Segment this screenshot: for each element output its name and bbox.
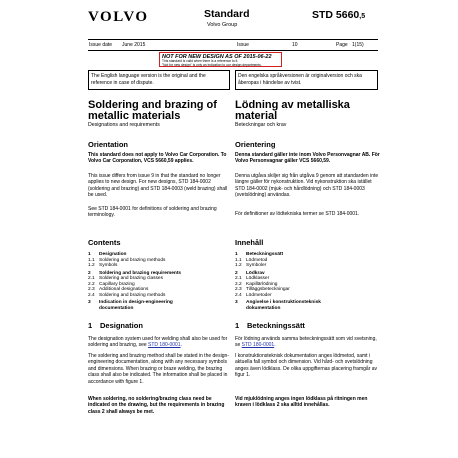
toc-entry-number: 2.1	[235, 276, 242, 281]
swedish-title: Lödning av metalliska material	[235, 99, 350, 122]
toc-entry-number: 1.2	[88, 263, 95, 268]
toc-entry-number: 1.1	[235, 257, 242, 263]
swedish-contents-heading: Innehåll	[235, 238, 264, 247]
toc-entry-number: 2.4	[88, 292, 95, 298]
toc-entry	[88, 306, 233, 312]
english-contents-heading: Contents	[88, 238, 121, 247]
toc-entry-label: Lödkrav	[246, 270, 265, 276]
notice-title: NOT FOR NEW DESIGN AS OF 2015-06-22	[162, 54, 272, 60]
toc-entry-label: Capillary brazing	[99, 281, 135, 287]
toc-entry-number: 2	[88, 270, 91, 276]
toc-entry	[88, 293, 233, 299]
toc-entry-number: 1	[88, 252, 91, 257]
toc-entry-label: Symboler	[246, 263, 267, 268]
toc-entry-number: 1.1	[88, 257, 95, 263]
swedish-section-1-p2: I konstruktionsteknisk dokumentation anges lödmetod, samt i aktuella fall symbol och dimension. Vid hård- och svetslödning anges även lödklass. De olika uppgifternas placering framgår av figur 1.	[235, 353, 378, 379]
issue-label: Issue	[237, 42, 249, 48]
swedish-subtitle: Beteckningar och krav	[235, 122, 287, 128]
english-section-1-bold: When soldering, no soldering/brazing class need be indicated on the drawing, but the requirements in brazing class 2 shall always be met.	[88, 396, 225, 415]
toc-entry-number: 1	[235, 252, 238, 257]
swedish-s1-p1-text: För lödning används samma beteckningssätt som vid svetsning, se	[235, 336, 377, 349]
standard-number	[312, 9, 365, 21]
issue-date-label: Issue date	[89, 42, 113, 48]
page-value: 1(15)	[352, 42, 364, 48]
page-label: Page	[336, 42, 348, 48]
english-section-1-title: Designation	[100, 321, 143, 330]
toc-entry	[235, 263, 380, 269]
language-note-en: The English language version is the original and the reference in case of dispute.	[88, 70, 230, 90]
english-section-1-p1	[88, 336, 233, 349]
toc-entry-number: 2.3	[88, 287, 95, 292]
english-column	[88, 100, 233, 128]
swedish-section-1-p1	[235, 336, 380, 349]
toc-entry-label: Lödmetoder	[246, 292, 272, 298]
toc-entry-label: Indication in design-engineering	[99, 300, 173, 305]
toc-entry-label: Soldering and brazing methods	[99, 292, 166, 298]
english-orientation-heading: Orientation	[88, 140, 129, 149]
english-section-1-heading	[88, 321, 233, 330]
swedish-section-1-title: Beteckningssätt	[247, 321, 305, 330]
toc-entry-number: 1.2	[235, 263, 242, 268]
issue-date-value: June 2015	[122, 42, 146, 48]
toc-entry-label: Additional designations	[99, 287, 149, 292]
english-std-180-0001-link[interactable]: STD 180-0001	[148, 342, 181, 349]
header-divider-lower	[88, 50, 378, 51]
english-orientation-p1: This issue differs from issue 9 in that the standard no longer applies to new design. For new designs, STD 184-0002 (soldering and brazing) and STD 184-0003 (weld brazing) shall be used.	[88, 173, 228, 199]
toc-entry	[88, 263, 233, 269]
swedish-column	[235, 100, 380, 128]
swedish-orientation-p2: För definitioner av lödtekniska termer se STD 184-0001.	[235, 211, 360, 217]
doc-group: Volvo Group	[207, 22, 238, 28]
toc-entry-label: dokumentation	[246, 305, 281, 311]
english-s1-p1-end: .	[180, 342, 182, 349]
toc-entry-label: Soldering and brazing requirements	[99, 270, 182, 276]
toc-entry-label: Tilläggsbeteckningar	[246, 287, 290, 292]
volvo-logo: VOLVO	[88, 9, 149, 25]
toc-entry-label: Designation	[99, 252, 127, 257]
swedish-orientation-bold: Denna standard gäller inte inom Volvo Personvagnar AB. För Volvo Personvagnar gäller VCS 5660,59.	[235, 152, 380, 165]
notice-line-1: This standard is valid when there is a reference to it.	[162, 59, 239, 63]
english-subtitle: Designations and requirements	[88, 122, 160, 128]
toc-entry-label: Soldering and brazing methods	[99, 257, 166, 263]
swedish-orientation-p1: Denna utgåva skiljer sig från utgåva 9 genom att standarden inte längre gäller för nykonstruktion. Vid nykonstruktion ska istället STD 184-0002 (mjuk- och hårdlödning) och STD 184-0003 (svetslödning) användas.	[235, 173, 379, 199]
toc-entry-label: Angivelse i konstruktionsteknisk	[246, 300, 321, 305]
toc-entry-label: documentation	[99, 305, 134, 311]
english-orientation-bold: This standard does not apply to Volvo Car Corporation. To Volvo Car Corporation, VCS 5660,59 applies.	[88, 152, 227, 165]
swedish-toc	[235, 252, 380, 311]
toc-entry-number: 3	[88, 300, 91, 305]
swedish-orientation-heading: Orientering	[235, 140, 276, 149]
toc-entry-label: Symbols	[99, 263, 118, 268]
toc-entry-label: Lödklasser	[246, 276, 270, 281]
english-section-1-p2: The soldering and brazing method shall be stated in the design-engineering documentation, along with any necessary symbols and dimensions. When brazing or braze welding, the brazing class shall also be indicated. The information shall be placed in accordance with figure 1.	[88, 353, 229, 385]
header-divider	[88, 39, 378, 40]
toc-entry-label: Beteckningssätt	[246, 252, 284, 257]
standard-number-version: ,5	[359, 13, 366, 20]
swedish-section-1-bold: Vid mjuklödning anges ingen lödklass på ritningen men kraven i lödklass 2 ska alltid innehållas.	[235, 396, 368, 409]
english-title: Soldering and brazing of metallic materials	[88, 99, 217, 122]
language-note-sv: Den engelska språkversionen är originalversion och ska åberopas i händelse av tvist.	[235, 70, 378, 90]
swedish-std-180-0001-link[interactable]: STD 180-0001	[241, 342, 275, 349]
not-for-new-design-notice	[159, 52, 282, 67]
notice-line-2: "Not for new design" is only an indication to our design departments.	[162, 62, 262, 67]
issue-value: 10	[292, 42, 298, 48]
toc-entry-number: 2.2	[88, 281, 95, 287]
toc-entry-label: Soldering and brazing classes	[99, 276, 163, 281]
swedish-section-1-heading	[235, 321, 380, 330]
standard-number-main: STD 5660	[312, 9, 360, 21]
toc-entry	[235, 306, 380, 312]
doc-type: Standard	[204, 8, 250, 20]
english-orientation-p2: See STD 184-0001 for definitions of soldering and brazing terminology.	[88, 206, 217, 219]
toc-entry-number: 2.1	[88, 276, 95, 281]
toc-entry-number: 3	[235, 300, 238, 305]
swedish-section-1-number: 1	[235, 321, 240, 330]
toc-entry	[235, 293, 380, 299]
toc-entry-number: 2.4	[235, 292, 242, 298]
english-toc	[88, 252, 233, 311]
english-section-1-number: 1	[88, 321, 93, 330]
swedish-s1-p1-end: .	[274, 342, 276, 349]
toc-entry-number: 2.2	[235, 281, 242, 287]
toc-entry-label: Kapillärlödning	[246, 281, 278, 287]
english-s1-p1-text: The designation system used for welding shall also be used for soldering and brazing, see	[88, 336, 228, 349]
toc-entry-label: Lödmetod	[246, 257, 268, 263]
toc-entry-number: 2	[235, 270, 238, 276]
toc-entry-number: 2.3	[235, 287, 242, 292]
